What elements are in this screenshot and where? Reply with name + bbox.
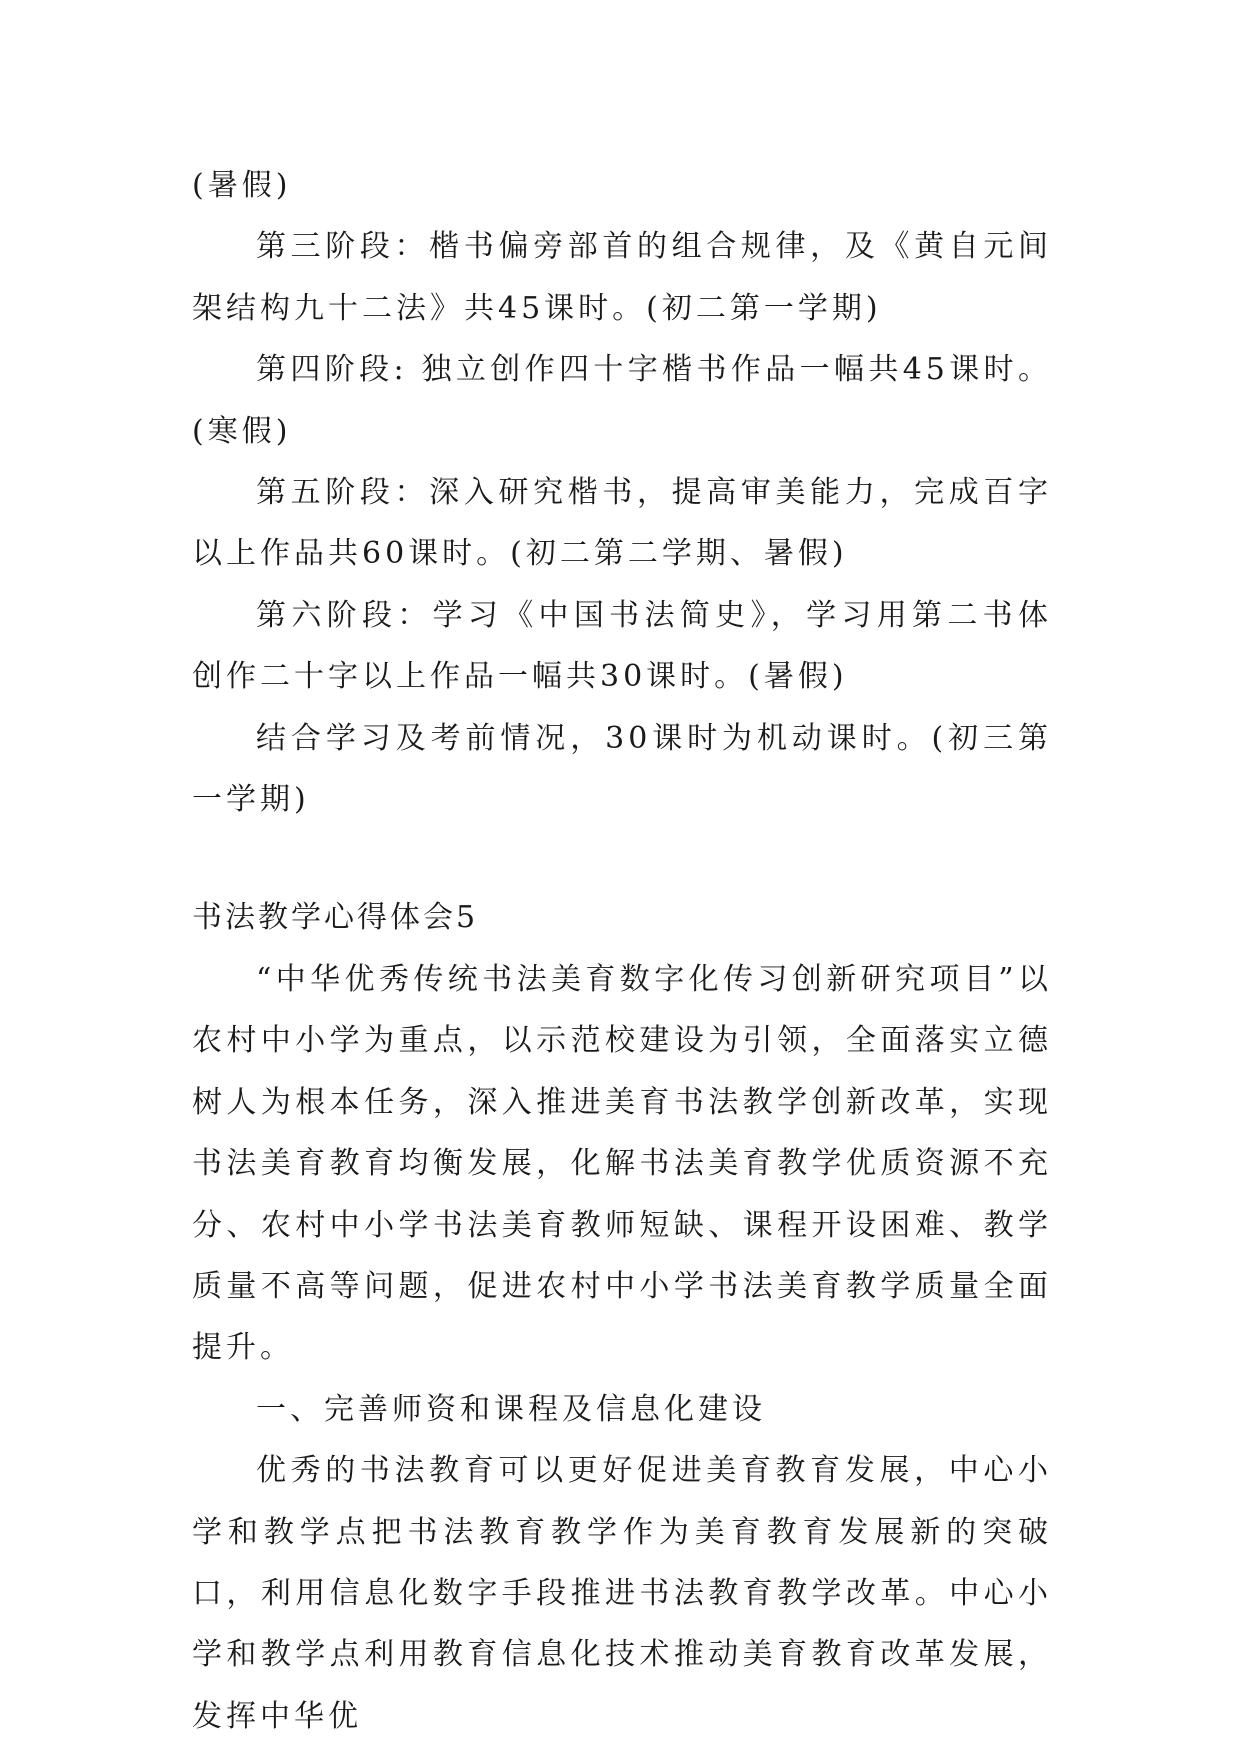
paragraph-calligraphy-education: 优秀的书法教育可以更好促进美育教育发展，中心小学和教学点把书法教育教学作为美育教育发展新的突破口，利用信息化数字手段推进书法教育教学改革。中心小学和教学点利用教育信息化技术推动美育教育改革发展，发挥中华优 bbox=[192, 1453, 1052, 1734]
paragraph-subheading-one: 一、完善师资和课程及信息化建设 bbox=[256, 1391, 766, 1427]
document-body bbox=[192, 155, 1052, 1747]
paragraph-flexible-hours: 结合学习及考前情况，30课时为机动课时。(初三第一学期) bbox=[192, 720, 1052, 818]
paragraph-stage-three: 第三阶段：楷书偏旁部首的组合规律，及《黄自元间架结构九十二法》共45课时。(初二第一学期) bbox=[192, 229, 1052, 326]
paragraph-stage-five: 第五阶段：深入研究楷书，提高审美能力，完成百字以上作品共60课时。(初二第二学期、暑假) bbox=[192, 475, 1052, 572]
paragraph-stage-six: 第六阶段：学习《中国书法简史》，学习用第二书体创作二十字以上作品一幅共30课时。(暑假) bbox=[192, 597, 1052, 695]
paragraph-project-intro: “中华优秀传统书法美育数字化传习创新研究项目”以农村中小学为重点，以示范校建设为引领，全面落实立德树人为根本任务，深入推进美育书法教学创新改革，实现书法美育教育均衡发展，化解书法美育教学优质资源不充分、农村中小学书法美育教师短缺、课程开设困难、教学质量不高等问题，促进农村中小学书法美育教学质量全面提升。 bbox=[192, 961, 1052, 1366]
paragraph-summer-holiday: (暑假) bbox=[192, 168, 292, 203]
paragraph-stage-four: 第四阶段: 独立创作四十字楷书作品一幅共45课时。(寒假) bbox=[192, 352, 1052, 449]
section-title: 书法教学心得体会5 bbox=[192, 900, 479, 936]
